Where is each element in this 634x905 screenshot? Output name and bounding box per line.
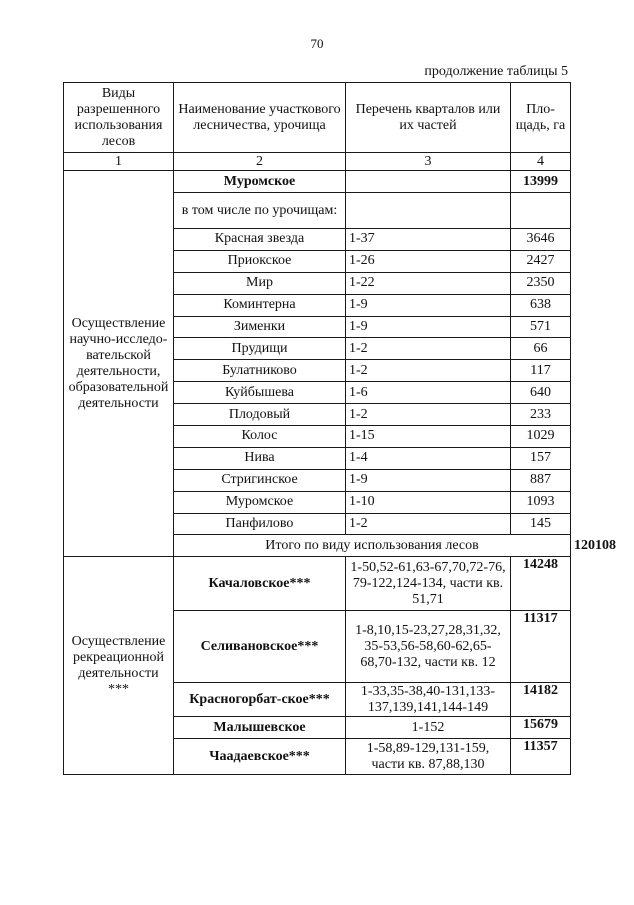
tract-area: 1029 [511,426,571,448]
tract-name: Стригинское [174,469,346,491]
tract-name: Прудищи [174,338,346,360]
tract-name: Булатниково [174,360,346,382]
tract-quarters: 1-2 [346,513,511,535]
tract-area: 887 [511,469,571,491]
tract-name: Нива [174,447,346,469]
recreation-forestry-row [64,557,571,611]
col-number-2: 2 [174,153,346,171]
continuation-caption: продолжение таблицы 5 [424,64,568,79]
recreation-forestry-quarters: 1-50,52-61,63-67,70,72-76, 79-122,124-134, части кв. 51,71 [346,557,511,611]
tract-area: 233 [511,404,571,426]
header-row [64,83,571,153]
tract-area: 3646 [511,229,571,251]
column-number-row [64,153,571,171]
forestry-name: Муромское [174,171,346,193]
recreation-forestry-quarters: 1-58,89-129,131-159, части кв. 87,88,130 [346,739,511,775]
tract-area: 640 [511,382,571,404]
recreation-forestry-name: Красногорбат-ское*** [174,683,346,717]
tract-area: 117 [511,360,571,382]
col-number-3: 3 [346,153,511,171]
tract-quarters: 1-22 [346,272,511,294]
category-research: Осуществление научно-исследо-вательской деятельности, образовательной деятельности [64,171,174,557]
tract-name: Приокское [174,250,346,272]
recreation-forestry-name: Малышевское [174,717,346,739]
tract-quarters: 1-2 [346,338,511,360]
recreation-forestry-quarters: 1-33,35-38,40-131,133-137,139,141,144-149 [346,683,511,717]
tract-quarters: 1-10 [346,491,511,513]
forestry-quarters [346,171,511,193]
tract-area: 157 [511,447,571,469]
col-number-4: 4 [511,153,571,171]
recreation-forestry-area: 14248 [511,557,571,611]
tract-name: Зименки [174,316,346,338]
recreation-forestry-area: 14182 [511,683,571,717]
recreation-forestry-name: Чаадаевское*** [174,739,346,775]
tract-name: Красная звезда [174,229,346,251]
tract-area: 2427 [511,250,571,272]
tract-area: 571 [511,316,571,338]
including-quarters [346,193,511,229]
forestry-area: 13999 [511,171,571,193]
tract-name: Колос [174,426,346,448]
tract-name: Панфилово [174,513,346,535]
header-col-3: Перечень кварталов или их частей [346,83,511,153]
recreation-forestry-area: 11357 [511,739,571,775]
including-area [511,193,571,229]
tract-quarters: 1-26 [346,250,511,272]
total-row: Итого по виду использования лесов 120108 [64,535,571,557]
tract-quarters: 1-2 [346,404,511,426]
tract-name: Куйбышева [174,382,346,404]
recreation-forestry-area: 15679 [511,717,571,739]
tract-name: Коминтерна [174,294,346,316]
recreation-forestry-quarters: 1-152 [346,717,511,739]
recreation-forestry-quarters: 1-8,10,15-23,27,28,31,32, 35-53,56-58,60-62,65-68,70-132, части кв. 12 [346,611,511,683]
recreation-forestry-area: 11317 [511,611,571,683]
header-col-1: Виды разрешенного использования лесов [64,83,174,153]
including-label: в том числе по урочищам: [174,193,346,229]
forestry-row-muromskoe [64,171,571,193]
tract-name: Муромское [174,491,346,513]
tract-quarters: 1-6 [346,382,511,404]
tract-area: 638 [511,294,571,316]
header-col-2: Наименование участкового лесничества, урочища [174,83,346,153]
forest-use-table [63,82,616,775]
tract-name: Мир [174,272,346,294]
tract-area: 145 [511,513,571,535]
tract-quarters: 1-2 [346,360,511,382]
recreation-forestry-name: Селивановское*** [174,611,346,683]
tract-quarters: 1-15 [346,426,511,448]
total-label: Итого по виду использования лесов [174,535,571,557]
tract-quarters: 1-9 [346,469,511,491]
tract-quarters: 1-9 [346,316,511,338]
recreation-forestry-name: Качаловское*** [174,557,346,611]
tract-area: 1093 [511,491,571,513]
tract-quarters: 1-4 [346,447,511,469]
tract-name: Плодовый [174,404,346,426]
tract-quarters: 1-37 [346,229,511,251]
tract-area: 66 [511,338,571,360]
tract-area: 2350 [511,272,571,294]
page-number: 70 [310,36,324,51]
header-col-4: Пло-щадь, га [511,83,571,153]
col-number-1: 1 [64,153,174,171]
tract-quarters: 1-9 [346,294,511,316]
category-recreation: Осуществление рекреационной деятельности *** [64,557,174,775]
